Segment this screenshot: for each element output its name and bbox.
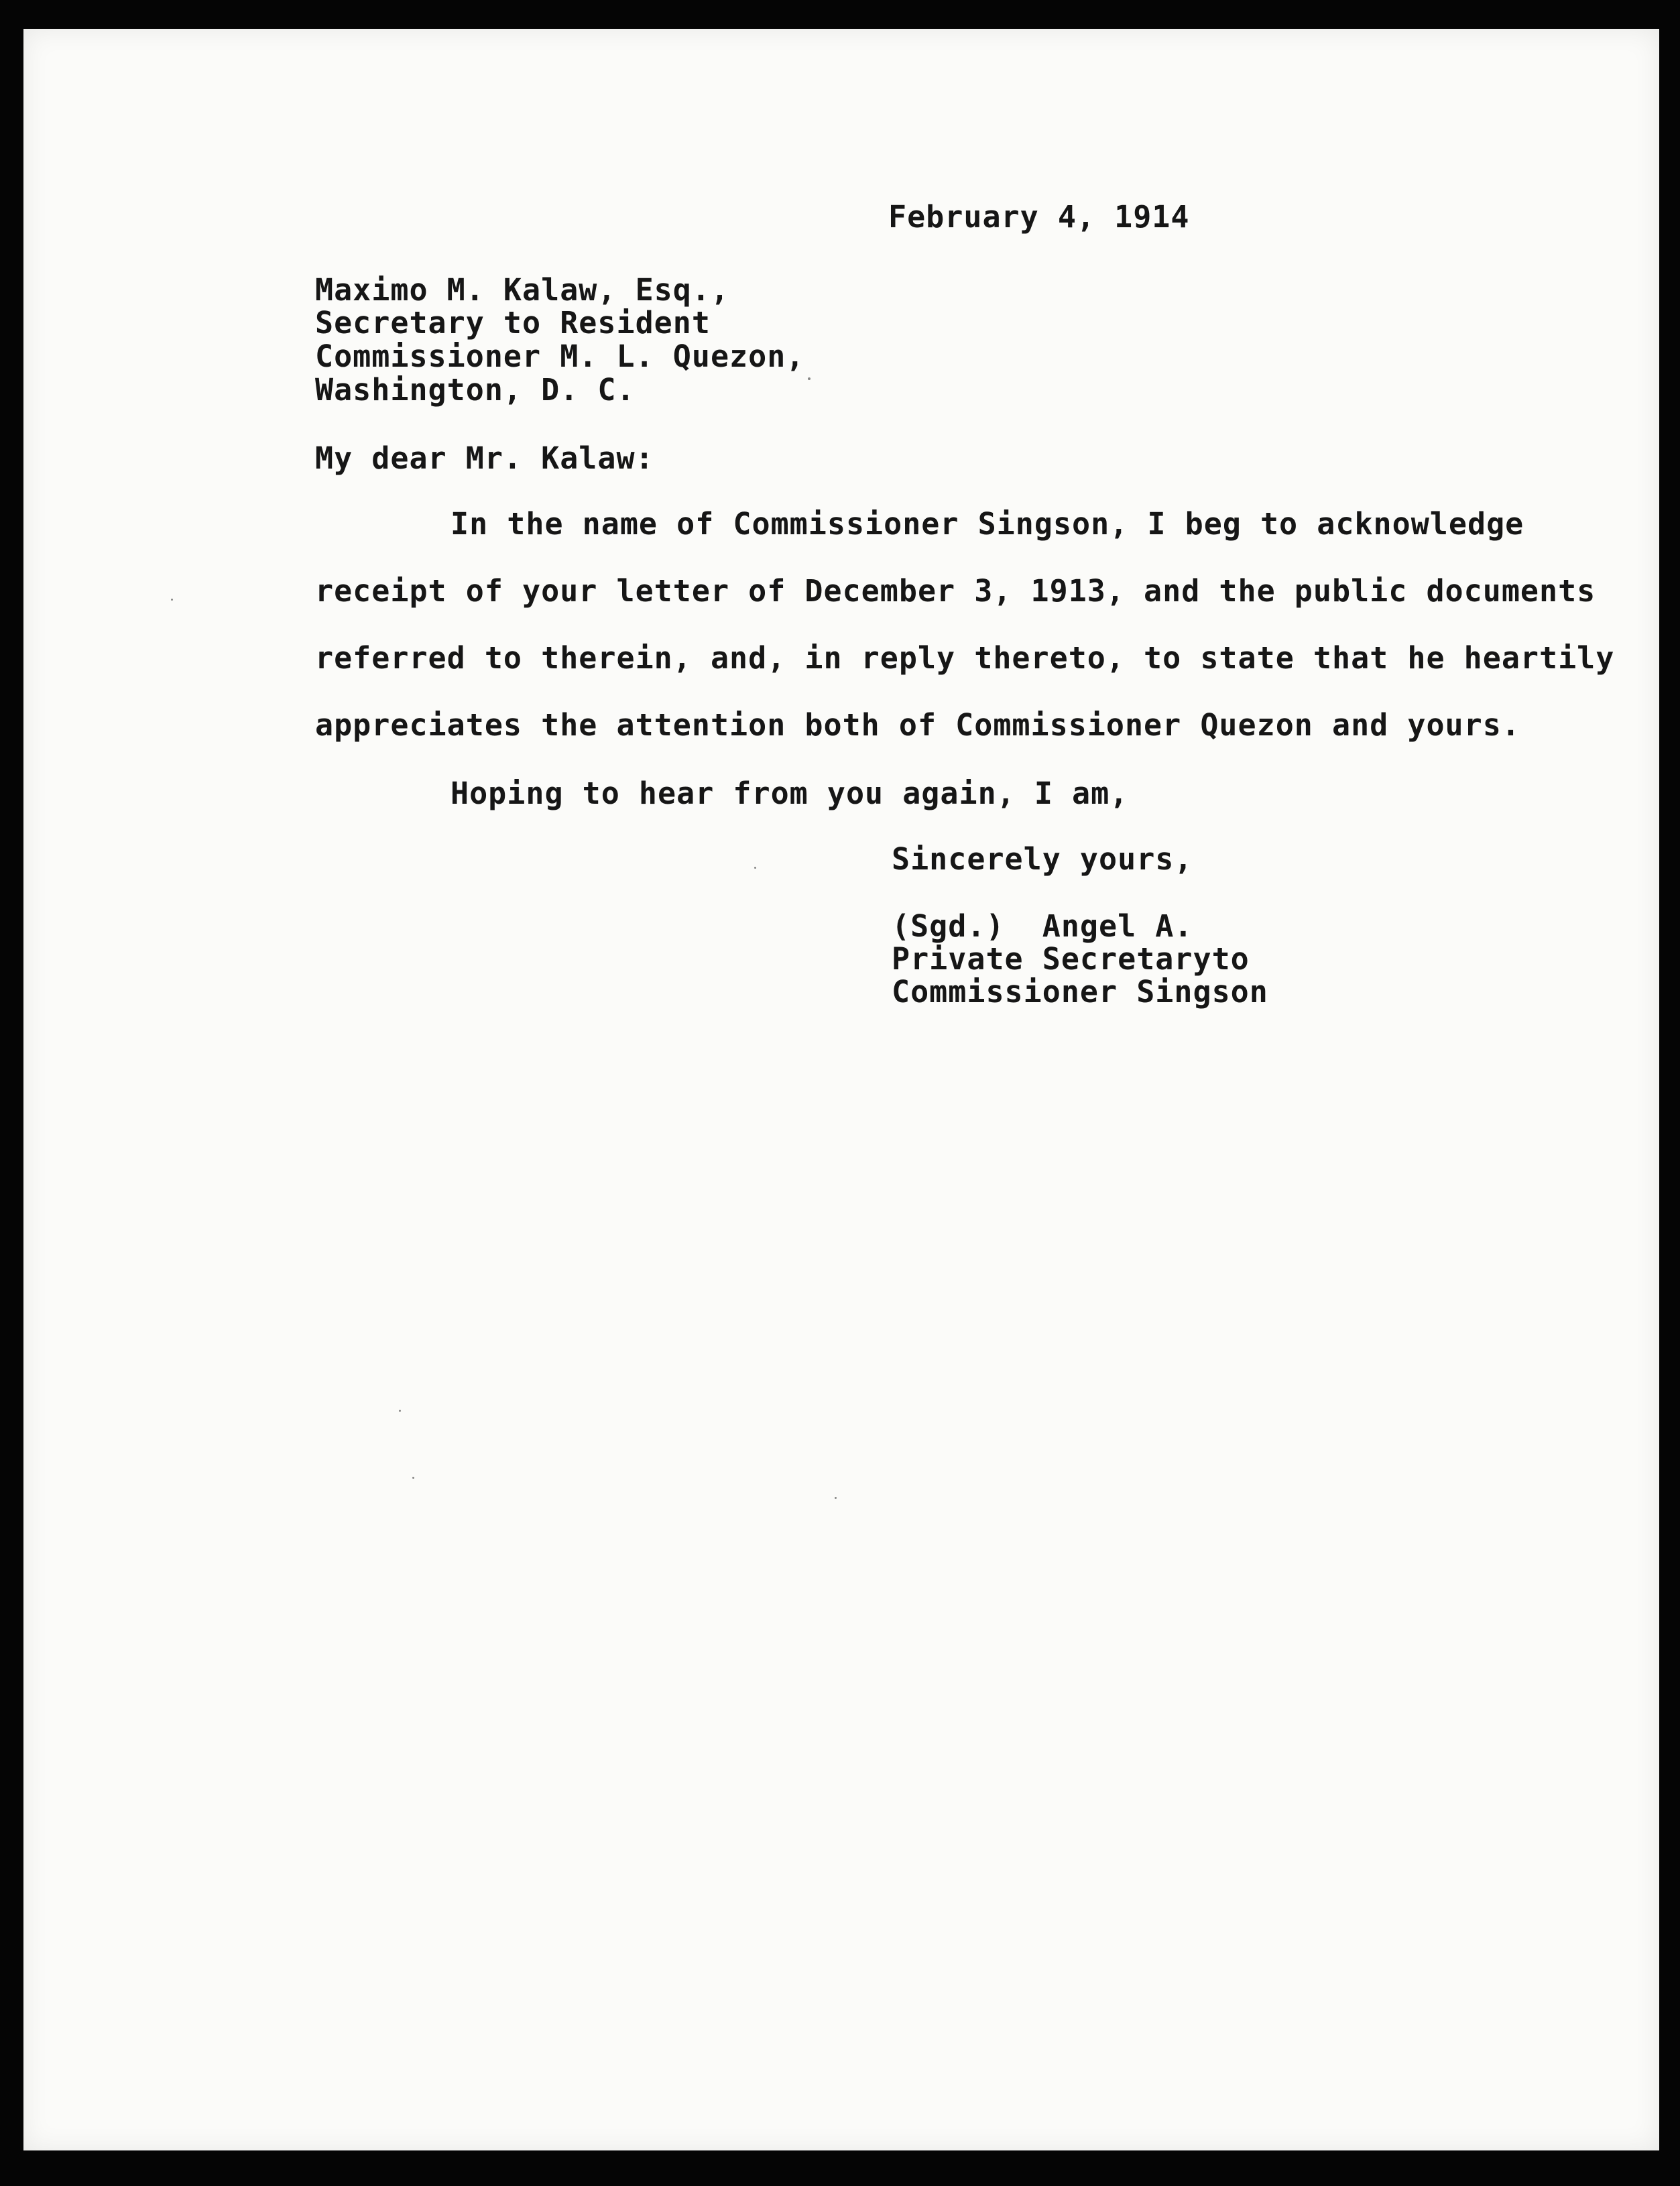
closing: Sincerely yours, xyxy=(892,841,1193,877)
paper-speck xyxy=(754,867,756,869)
paper-speck xyxy=(808,377,811,380)
address-line: Secretary to Resident xyxy=(315,305,711,341)
signature-line: (Sgd.) Angel A. xyxy=(892,908,1193,944)
letter-date: February 4, 1914 xyxy=(888,199,1190,235)
address-line: Washington, D. C. xyxy=(315,372,636,408)
paper-speck xyxy=(835,1497,837,1499)
body-line: referred to therein, and, in reply thereto, to state that he heartily xyxy=(315,640,1615,676)
signature-line: Private Secretaryto xyxy=(892,941,1250,977)
salutation: My dear Mr. Kalaw: xyxy=(315,440,654,476)
letter-page xyxy=(23,29,1659,2150)
body-line: In the name of Commissioner Singson, I beg to acknowledge xyxy=(451,506,1524,542)
address-line: Commissioner M. L. Quezon, xyxy=(315,339,805,374)
paper-speck xyxy=(399,1410,401,1412)
address-line: Maximo M. Kalaw, Esq., xyxy=(315,272,730,308)
signature-line: Commissioner Singson xyxy=(892,974,1268,1010)
paper-speck xyxy=(412,1477,414,1479)
body-line: receipt of your letter of December 3, 1913, and the public documents xyxy=(315,573,1596,609)
paper-speck xyxy=(171,599,173,601)
body-line: appreciates the attention both of Commissioner Quezon and yours. xyxy=(315,707,1520,743)
body-line: Hoping to hear from you again, I am, xyxy=(451,776,1129,811)
